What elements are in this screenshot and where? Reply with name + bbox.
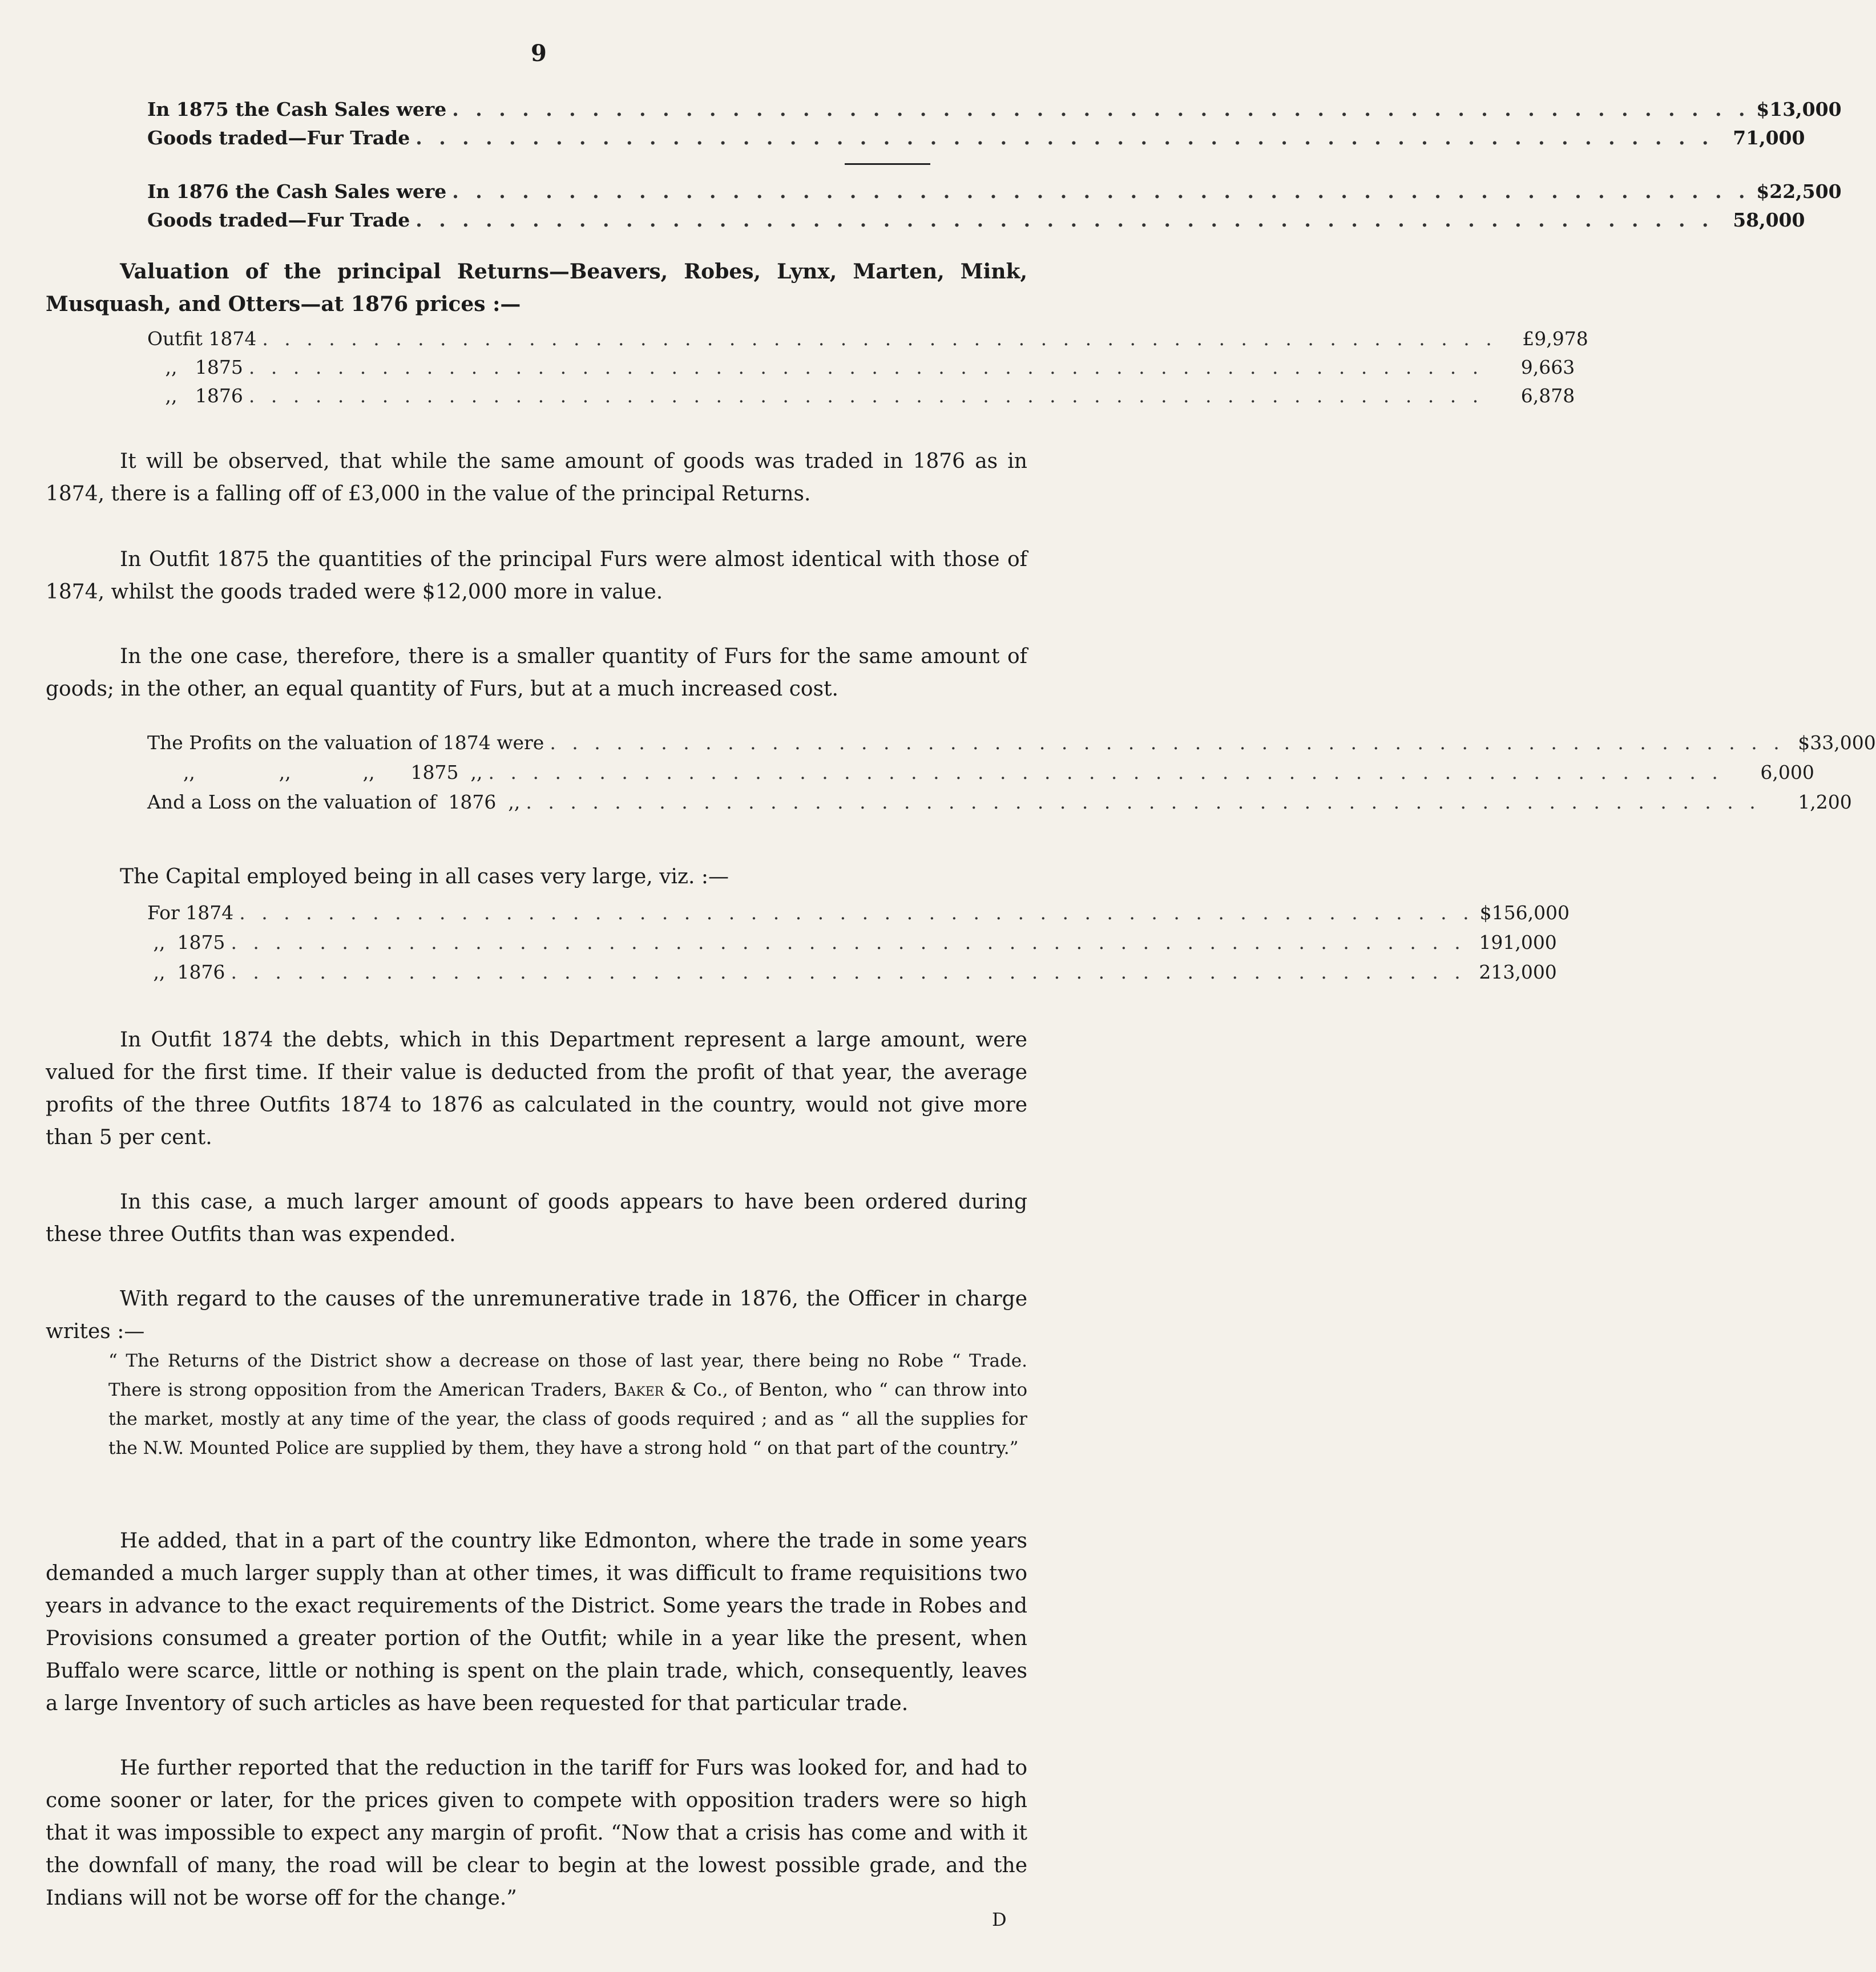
row-label: And a Loss on the valuation of 1876 ,, — [147, 791, 521, 813]
row-label: ,, 1875 — [147, 931, 225, 953]
dot-leader: . . . . . . . . . . . . . . . . . . . . . . . . . . . . . . . . . . . . . . . . . . . . . . . . . . . . . . . . — [415, 127, 1714, 149]
row-label: Goods traded—Fur Trade — [147, 209, 410, 231]
dot-leader: . . . . . . . . . . . . . . . . . . . . . . . . . . . . . . . . . . . . . . . . . . . . . . . . . . . . . . . . — [488, 761, 1723, 783]
dot-leader: . . . . . . . . . . . . . . . . . . . . . . . . . . . . . . . . . . . . . . . . . . . . . . . . . . . . . . . . — [239, 902, 1474, 924]
profits-row-1875 — [147, 761, 1814, 791]
paragraph-he-added: He added, that in a part of the country like Edmonton, where the trade in some years demanded a much larger supply than at other times, it was difficult to frame requisitions two years in advance to the exact requirements of the District. Some years the trade in Robes and Provisions consumed a greater portion of the Outfit; while in a year like the present, when Buffalo were scarce, little or nothing is spent on the plain trade, which, consequently, leaves a large Inventory of such articles as have been requested for that particular trade. — [46, 1529, 1027, 1715]
row-label: Outfit 1874 — [147, 328, 257, 350]
row-amount: £9,978 — [1522, 328, 1588, 350]
capital-row-1875 — [147, 931, 1557, 961]
row-amount: 213,000 — [1479, 961, 1557, 983]
dot-leader: . . . . . . . . . . . . . . . . . . . . . . . . . . . . . . . . . . . . . . . . . . . . . . . . . . . . . . . . — [550, 732, 1785, 754]
quote-text-start: “ The Returns of the District show a decrease on those of last year, there being no Robe “ Trade. There is strong opposition from the American Traders, — [108, 1351, 1027, 1400]
row-amount: 9,663 — [1520, 356, 1575, 378]
row-label: ,, 1876 — [147, 961, 225, 983]
cash-sales-1875-row — [147, 98, 1842, 128]
cash-sales-1876-row — [147, 180, 1842, 210]
paragraph-observed: It will be observed, that while the same amount of goods was traded in 1876 as in 1874, there is a falling off of £3,000 in the value of the principal Returns. — [46, 450, 1027, 506]
row-amount: $33,000 — [1798, 732, 1876, 754]
valuation-row-1874 — [147, 328, 1588, 357]
dot-leader: . . . . . . . . . . . . . . . . . . . . . . . . . . . . . . . . . . . . . . . . . . . . . . . . . . . . . . . . — [526, 791, 1761, 813]
paragraph-he-further: He further reported that the reduction in the tariff for Furs was looked for, and had to come sooner or later, for the prices given to compete with opposition traders were so high that it was impossible to expect any margin of profit. “Now that a crisis has come and with it the downfall of many, the road will be clear to begin at the lowest possible grade, and the Indians will not be worse off for the change.” — [46, 1756, 1027, 1910]
page-number: 9 — [531, 40, 547, 67]
dot-leader: . . . . . . . . . . . . . . . . . . . . . . . . . . . . . . . . . . . . . . . . . . . . . . . . . . . . . . . . — [262, 328, 1497, 350]
dot-leader: . . . . . . . . . . . . . . . . . . . . . . . . . . . . . . . . . . . . . . . . . . . . . . . . . . . . . . . . — [231, 961, 1466, 983]
goods-traded-1875-row — [147, 127, 1805, 156]
row-amount: 71,000 — [1733, 127, 1805, 149]
goods-traded-1876-row — [147, 209, 1805, 239]
row-amount: 1,200 — [1798, 791, 1852, 813]
officer-quote — [108, 1347, 1027, 1463]
loss-row-1876 — [147, 791, 1852, 821]
paragraph-with-regard: With regard to the causes of the unremunerative trade in 1876, the Officer in charge writes :— — [46, 1287, 1027, 1343]
valuation-intro: Valuation of the principal Returns—Beavers, Robes, Lynx, Marten, Mink, Musquash, and Otters—at 1876 prices :— — [46, 260, 1027, 316]
row-amount: 191,000 — [1479, 931, 1557, 953]
row-amount: 58,000 — [1733, 209, 1805, 231]
dot-leader: . . . . . . . . . . . . . . . . . . . . . . . . . . . . . . . . . . . . . . . . . . . . . . . . . . . . . . . . — [248, 385, 1484, 407]
capital-intro: The Capital employed being in all cases very large, viz. :— — [120, 865, 729, 888]
paragraph-larger-amount: In this case, a much larger amount of goods appears to have been ordered during these three Outfits than was expended. — [46, 1190, 1027, 1246]
row-amount: $156,000 — [1479, 902, 1570, 924]
row-label: In 1876 the Cash Sales were — [147, 180, 447, 203]
valuation-row-1875 — [147, 356, 1575, 386]
row-label: ,, 1875 — [147, 356, 243, 378]
row-amount: 6,878 — [1520, 385, 1575, 407]
dot-leader: . . . . . . . . . . . . . . . . . . . . . . . . . . . . . . . . . . . . . . . . . . . . . . . . . . . . . . . . — [415, 209, 1714, 231]
capital-row-1876 — [147, 961, 1557, 991]
quote-text-end: & Co., of Benton, who “ can throw into the market, mostly at any time of the year, the class of goods required ; and as “ all the supplies for the N.W. Mounted Police are supplied by them, they have a strong hold “ on that part of the country.” — [108, 1380, 1027, 1458]
dot-leader: . . . . . . . . . . . . . . . . . . . . . . . . . . . . . . . . . . . . . . . . . . . . . . . . . . . . . . . . — [452, 180, 1750, 203]
paragraph-one-case: In the one case, therefore, there is a smaller quantity of Furs for the same amount of goods; in the other, an equal quantity of Furs, but at a much increased cost. — [46, 645, 1027, 701]
dot-leader: . . . . . . . . . . . . . . . . . . . . . . . . . . . . . . . . . . . . . . . . . . . . . . . . . . . . . . . . — [248, 356, 1484, 378]
signature-mark: D — [992, 1909, 1007, 1930]
row-label: Goods traded—Fur Trade — [147, 127, 410, 149]
dot-leader: . . . . . . . . . . . . . . . . . . . . . . . . . . . . . . . . . . . . . . . . . . . . . . . . . . . . . . . . — [452, 98, 1750, 120]
row-label: The Profits on the valuation of 1874 were — [147, 732, 544, 754]
sum-rule — [845, 163, 930, 165]
paragraph-debts: In Outfit 1874 the debts, which in this Department represent a large amount, were valued for the first time. If their value is deducted from the profit of that year, the average profits of the three Outfits 1874 to 1876 as calculated in the country, would not give more than 5 per cent. — [46, 1028, 1027, 1149]
trader-name: Baker — [614, 1380, 664, 1400]
valuation-row-1876 — [147, 385, 1575, 414]
row-label: ,, ,, ,, 1875 ,, — [147, 761, 483, 783]
row-amount: $13,000 — [1756, 98, 1842, 120]
row-amount: $22,500 — [1756, 180, 1842, 203]
row-label: In 1875 the Cash Sales were — [147, 98, 447, 120]
paragraph-outfit-1875: In Outfit 1875 the quantities of the principal Furs were almost identical with those of 1874, whilst the goods traded were $12,000 more in value. — [46, 548, 1027, 604]
profits-row-1874 — [147, 732, 1876, 761]
dot-leader: . . . . . . . . . . . . . . . . . . . . . . . . . . . . . . . . . . . . . . . . . . . . . . . . . . . . . . . . — [231, 931, 1466, 953]
row-label: ,, 1876 — [147, 385, 243, 407]
row-label: For 1874 — [147, 902, 234, 924]
row-amount: 6,000 — [1760, 761, 1814, 783]
capital-row-1874 — [147, 902, 1570, 931]
